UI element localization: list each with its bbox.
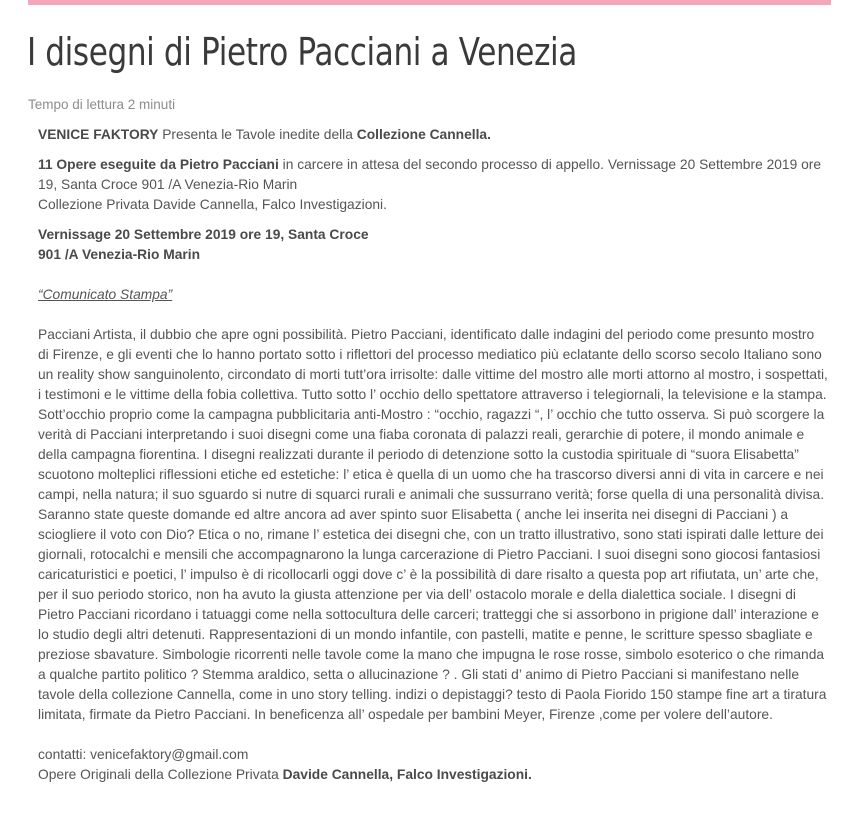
works-bold: 11 Opere eseguite da Pietro Pacciani [38,157,279,172]
brand-name: VENICE FAKTORY [38,127,159,142]
reading-time: Tempo di lettura 2 minuti [28,97,176,112]
article-content [38,125,828,795]
contacts-collection-text: Opere Originali della Collezione Privata [38,767,283,782]
body-paragraph: Pacciani Artista, il dubbio che apre ogni possibilità. Pietro Pacciani, identificato dalle indagini del periodo come presunto mostro di Firenze, e gli eventi che lo hanno portato sotto i riflettori del processo mediatico più eclatante dello scorso secolo Italiano sono un reality show sanguinolento, circondato di morti tutt’ora irrisolte: dalle vittime del mostro alle morti attorno al mostro, i sospettati, i testimoni e le vittime della fobia collettiva. Tutto sotto l’ occhio dello spettatore attraverso i telegiornali, la televisione e la stampa. Sott’occhio proprio come la campagna pubblicitaria anti-Mostro : “occhio, ragazzi “, l’ occhio che tutto osserva. Si può scorgere la verità di Pacciani interpretando i suoi disegni come una fiaba coronata di palazzi reali, gerarchie di potere, il mondo animale e della campagna fiorentina. I disegni realizzati durante il periodo di detenzione sotto la custodia spirituale di “suora Elisabetta” scuotono molteplici riflessioni etiche ed estetiche: l’ etica è quella di un uomo che ha trascorso diversi anni di vita in carcere e nei campi, nella natura; il suo sguardo si nutre di squarci rurali e animali che sussurrano verità; forse quella di una personalità divisa. Saranno state queste domande ed altre ancora ad aver spinto suor Elisabetta ( anche lei inserita nei disegni di Pacciani ) a sciogliere il voto con Dio? Etica o no, rimane l’ estetica dei disegni che, con un tratto illustrativo, sono stati ispirati dalle letture dei giornali, rotocalchi e mensili che accompagnarono la lunga carcerazione di Pietro Pacciani. I suoi disegni sono giocosi fantasiosi caricaturistici e poetici, l’ impulso è di ricollocarli oggi dove c’ è la possibilità di dare risalto a questa pop art rifiutata, un’ arte che, per il suo periodo storico, non ha avuto la giusta attenzione per via dell’ ostacolo morale e della dialettica sociale. I disegni di Pietro Pacciani ricordano i tatuaggi come nella sottocultura delle carceri; tratteggi che si assorbono in prigione dall’ interazione e lo studio degli altri detenuti. Rappresentazioni di un mondo infantile, con pastelli, matite e penne, le scritture spesso sbagliate e preziose sbavature. Simbologie ricorrenti nelle tavole come la mano che impugna le rose rosse, simbolo esoterico o che rimanda a qualche partito politico ? Stemma araldico, setta o allucinazione ? . Gli stati d’ animo di Pietro Pacciani si manifestano nelle tavole della collezione Cannella, come in uno story telling. indizi o depistaggi? testo di Paola Fiorido 150 stampe fine art a tiratura limitata, firmate da Pietro Pacciani. In beneficenza all’ ospedale per bambini Meyer, Firenze ,come per volere dell’autore. [38,327,828,722]
collection-name: Collezione Cannella. [356,127,491,142]
vernissage-line2: 901 /A Venezia-Rio Marin [38,247,201,262]
page-title: I disegni di Pietro Pacciani a Venezia [27,30,577,74]
contacts-collection-owner: Davide Cannella, Falco Investigazioni. [282,767,532,782]
works-paragraph [38,155,828,215]
vernissage-paragraph [38,225,828,265]
vernissage-line1: Vernissage 20 Settembre 2019 ore 19, Santa Croce [38,227,369,242]
press-release-link[interactable]: “Comunicato Stampa” [38,287,173,302]
intro-paragraph [38,125,828,145]
contacts-email: contatti: venicefaktory@gmail.com [38,747,249,762]
intro-text: Presenta le Tavole inedite della [158,127,357,142]
works-text: in carcere in attesa del secondo processo di appello. Vernissage 20 Settembre 2019 ore 19, Santa Croce 901 /A Venezia-Rio Marin [38,157,822,192]
works-collection: Collezione Privata Davide Cannella, Falco Investigazioni. [38,197,387,212]
top-accent-bar [28,0,831,5]
contacts-paragraph [38,745,828,785]
